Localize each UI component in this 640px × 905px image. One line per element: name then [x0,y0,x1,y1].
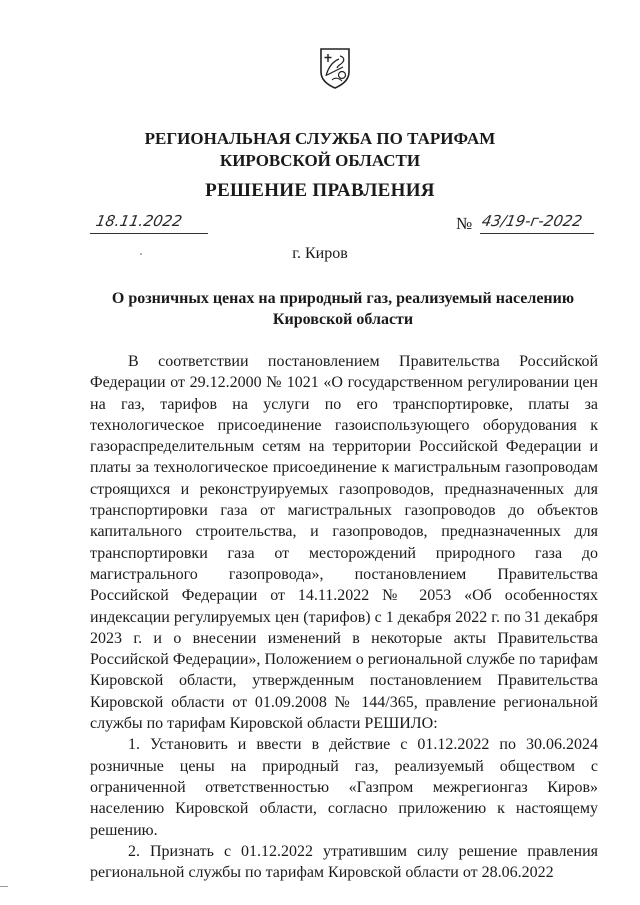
date-underline [90,233,208,234]
handwritten-number: 43/19-г-2022 [480,212,584,230]
document-number [456,212,596,236]
handwritten-date: 18.11.2022 [94,212,184,230]
document-date [90,212,208,236]
document-type-title: РЕШЕНИЕ ПРАВЛЕНИЯ [205,180,435,201]
city-line: г. Киров [292,245,348,262]
body-paragraph-item-1: 1. Установить и ввести в действие с 01.12.2022 по 30.06.2024 розничные цены на природный газ, реализуемый обществом с ограниченной ответственностью «Газпром межрегионгаз Киров» населению Кировской области, согласно приложению к настоящему решению. [90,736,598,839]
subject-line1: О розничных ценах на природный газ, реализуемый населению [111,290,575,307]
organization-name [0,128,640,172]
document-subject [90,288,596,330]
document-body [90,351,598,883]
organization-name-line1: РЕГИОНАЛЬНАЯ СЛУЖБА ПО ТАРИФАМ [144,129,496,148]
subject-line2: Кировской области [272,311,414,328]
page-edge-mark [0,886,8,887]
body-paragraph-item-2: 2. Признать с 01.12.2022 утратившим силу решение правления региональной службы по тарифам Кировской области от 28.06.2022 [90,842,598,882]
body-paragraph-preamble: В соответствии постановлением Правительства Российской Федерации от 29.12.2000 № 1021 «О государственном регулировании цен на газ, тарифов на услуги по его транспортировке, платы за технологическое присоединение газоиспользующего оборудования к газораспределительным сетям на территории Российской Федерации и платы за технологическое присоединение к магистральным газопроводам строящихся и реконструируемых газопроводов, предназначенных для транспортировки газа от магистральных газопроводов до объектов капитального строительства, и газопроводов, предназначенных для транспортировки газа от месторождений природного газа до магистрального газопровода», постановлением Правительства Российской Федерации от 14.11.2022 № 2053 «Об особенностях индексации регулируемых цен (тарифов) с 1 декабря 2022 г. по 31 декабря 2023 г. и о внесении изменений в некоторые акты Правительства Российской Федерации», Положением о региональной службе по тарифам Кировской области, утвержденным постановлением Правительства Кировской области от 01.09.2008 № 144/365, правление региональной службы по тарифам Кировской области РЕШИЛО: [90,353,598,733]
kirov-oblast-coat-of-arms-icon [318,46,352,90]
organization-name-line2: КИРОВСКОЙ ОБЛАСТИ [219,151,421,170]
number-underline [480,233,594,234]
number-sign: № [456,214,473,233]
